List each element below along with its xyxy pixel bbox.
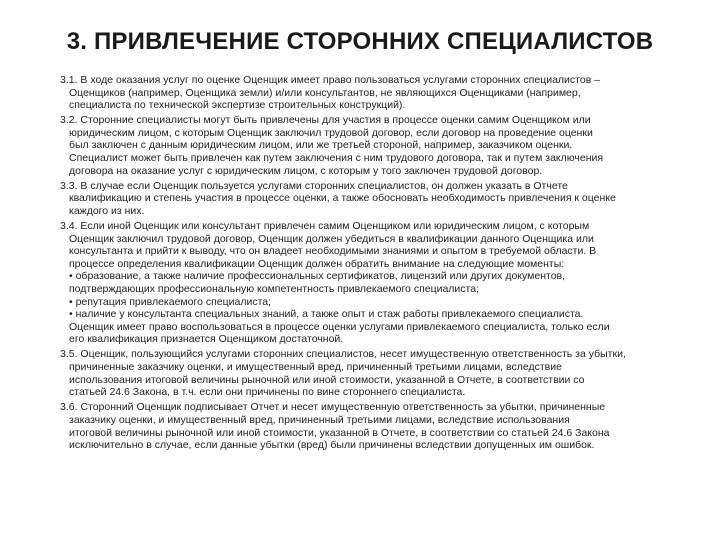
paragraph-first-line: 3.6. Сторонний Оценщик подписывает Отчет и несет имущественную ответственность за убытки, причиненные bbox=[60, 401, 606, 414]
paragraph-line: подтверждающих профессиональную компетентность привлекаемого специалиста; bbox=[69, 283, 479, 295]
paragraph-line: процессе определения квалификации Оценщик должен обратить внимание на следующие моменты: bbox=[69, 257, 565, 270]
paragraph-line: был заключен с данным юридическим лицом, или же третьей стороной, например, заказчиком оценки. bbox=[69, 139, 573, 152]
paragraph-line: Оценщик имеет право воспользоваться в процессе оценки услугами привлекаемого специалиста, только если bbox=[69, 320, 610, 333]
paragraph-3-2 bbox=[60, 114, 680, 177]
paragraph-line: итоговой величины рыночной или иной стоимости, указанной в Отчете, в соответствии со статьей 24.6 Закона bbox=[69, 426, 610, 439]
paragraph-line: консультанта и прийти к выводу, что он владеет необходимыми знаниями и опытом в требуемой области. В bbox=[69, 245, 597, 258]
paragraph-line: Специалист может быть привлечен как путем заключения с ним трудового договора, так и путем заключения bbox=[69, 152, 604, 165]
paragraph-line: статьей 24.6 Закона, в т.ч. если они причинены по вине стороннего специалиста. bbox=[69, 386, 466, 399]
bullet-item: • образование, а также наличие профессиональных сертификатов, лицензий или других документов, bbox=[69, 270, 566, 283]
paragraph-3-3 bbox=[60, 180, 680, 218]
paragraph-first-line: 3.5. Оценщик, пользующийся услугами сторонних специалистов, несет имущественную ответственность за убытки, bbox=[60, 348, 626, 361]
paragraph-first-line: 3.2. Сторонние специалисты могут быть привлечены для участия в процессе оценки самим Оценщиком или bbox=[60, 114, 591, 127]
paragraph-line: специалиста по технической экспертизе строительных конструкций). bbox=[69, 99, 406, 112]
paragraph-3-4 bbox=[60, 220, 680, 346]
paragraph-line: каждого из них. bbox=[69, 204, 145, 217]
slide-body bbox=[60, 74, 680, 454]
paragraph-line: договора на оказание услуг с юридическим лицом, с которым у того заключен трудовой договор. bbox=[69, 164, 543, 177]
paragraph-line: квалификацию и степень участия в процессе оценки, а также обосновать необходимость привлечения к оценке bbox=[69, 192, 616, 205]
paragraph-line: Оценщиков (например, Оценщика земли) и/или консультантов, не являющихся Оценщиками (например, bbox=[69, 86, 581, 99]
paragraph-line: использования итоговой величины рыночной или иной стоимости, указанной в Отчете, в соответствии со bbox=[69, 373, 585, 386]
paragraph-line: причиненные заказчику оценки, и имущественный вред, причиненный третьими лицами, вследствие bbox=[69, 361, 562, 374]
paragraph-line: юридическим лицом, с которым Оценщик заключил трудовой договор, если договор на проведение оценки bbox=[69, 126, 593, 139]
paragraph-line: заказчику оценки, и имущественный вред, причиненный третьими лицами, вследствие использования bbox=[69, 413, 570, 426]
bullet-item: • наличие у консультанта специальных знаний, а также опыт и стаж работы привлекаемого специалиста. bbox=[69, 308, 584, 321]
paragraph-line: его квалификация признается Оценщиком достаточной. bbox=[69, 333, 344, 346]
paragraph-first-line: 3.3. В случае если Оценщик пользуется услугами сторонних специалистов, он должен указать в Отчете bbox=[60, 179, 568, 192]
paragraph-first-line: 3.1. В ходе оказания услуг по оценке Оценщик имеет право пользоваться услугами сторонних специалистов – bbox=[60, 74, 601, 86]
paragraph-3-5 bbox=[60, 348, 680, 398]
paragraph-line: Оценщик заключил трудовой договор, Оценщик должен убедиться в квалификации данного Оценщика или bbox=[69, 232, 594, 245]
paragraph-3-1 bbox=[60, 74, 680, 112]
bullet-item: • репутация привлекаемого специалиста; bbox=[69, 295, 272, 308]
paragraph-line: исключительно в случае, если данные убытки (вред) были причинены вследствии допущенных им ошибок. bbox=[69, 439, 595, 452]
paragraph-3-6 bbox=[60, 401, 680, 451]
slide-title: 3. ПРИВЛЕЧЕНИЕ СТОРОННИХ СПЕЦИАЛИСТОВ bbox=[66, 28, 654, 55]
paragraph-first-line: 3.4. Если иной Оценщик или консультант привлечен самим Оценщиком или юридическим лицом, с которым bbox=[60, 220, 590, 233]
